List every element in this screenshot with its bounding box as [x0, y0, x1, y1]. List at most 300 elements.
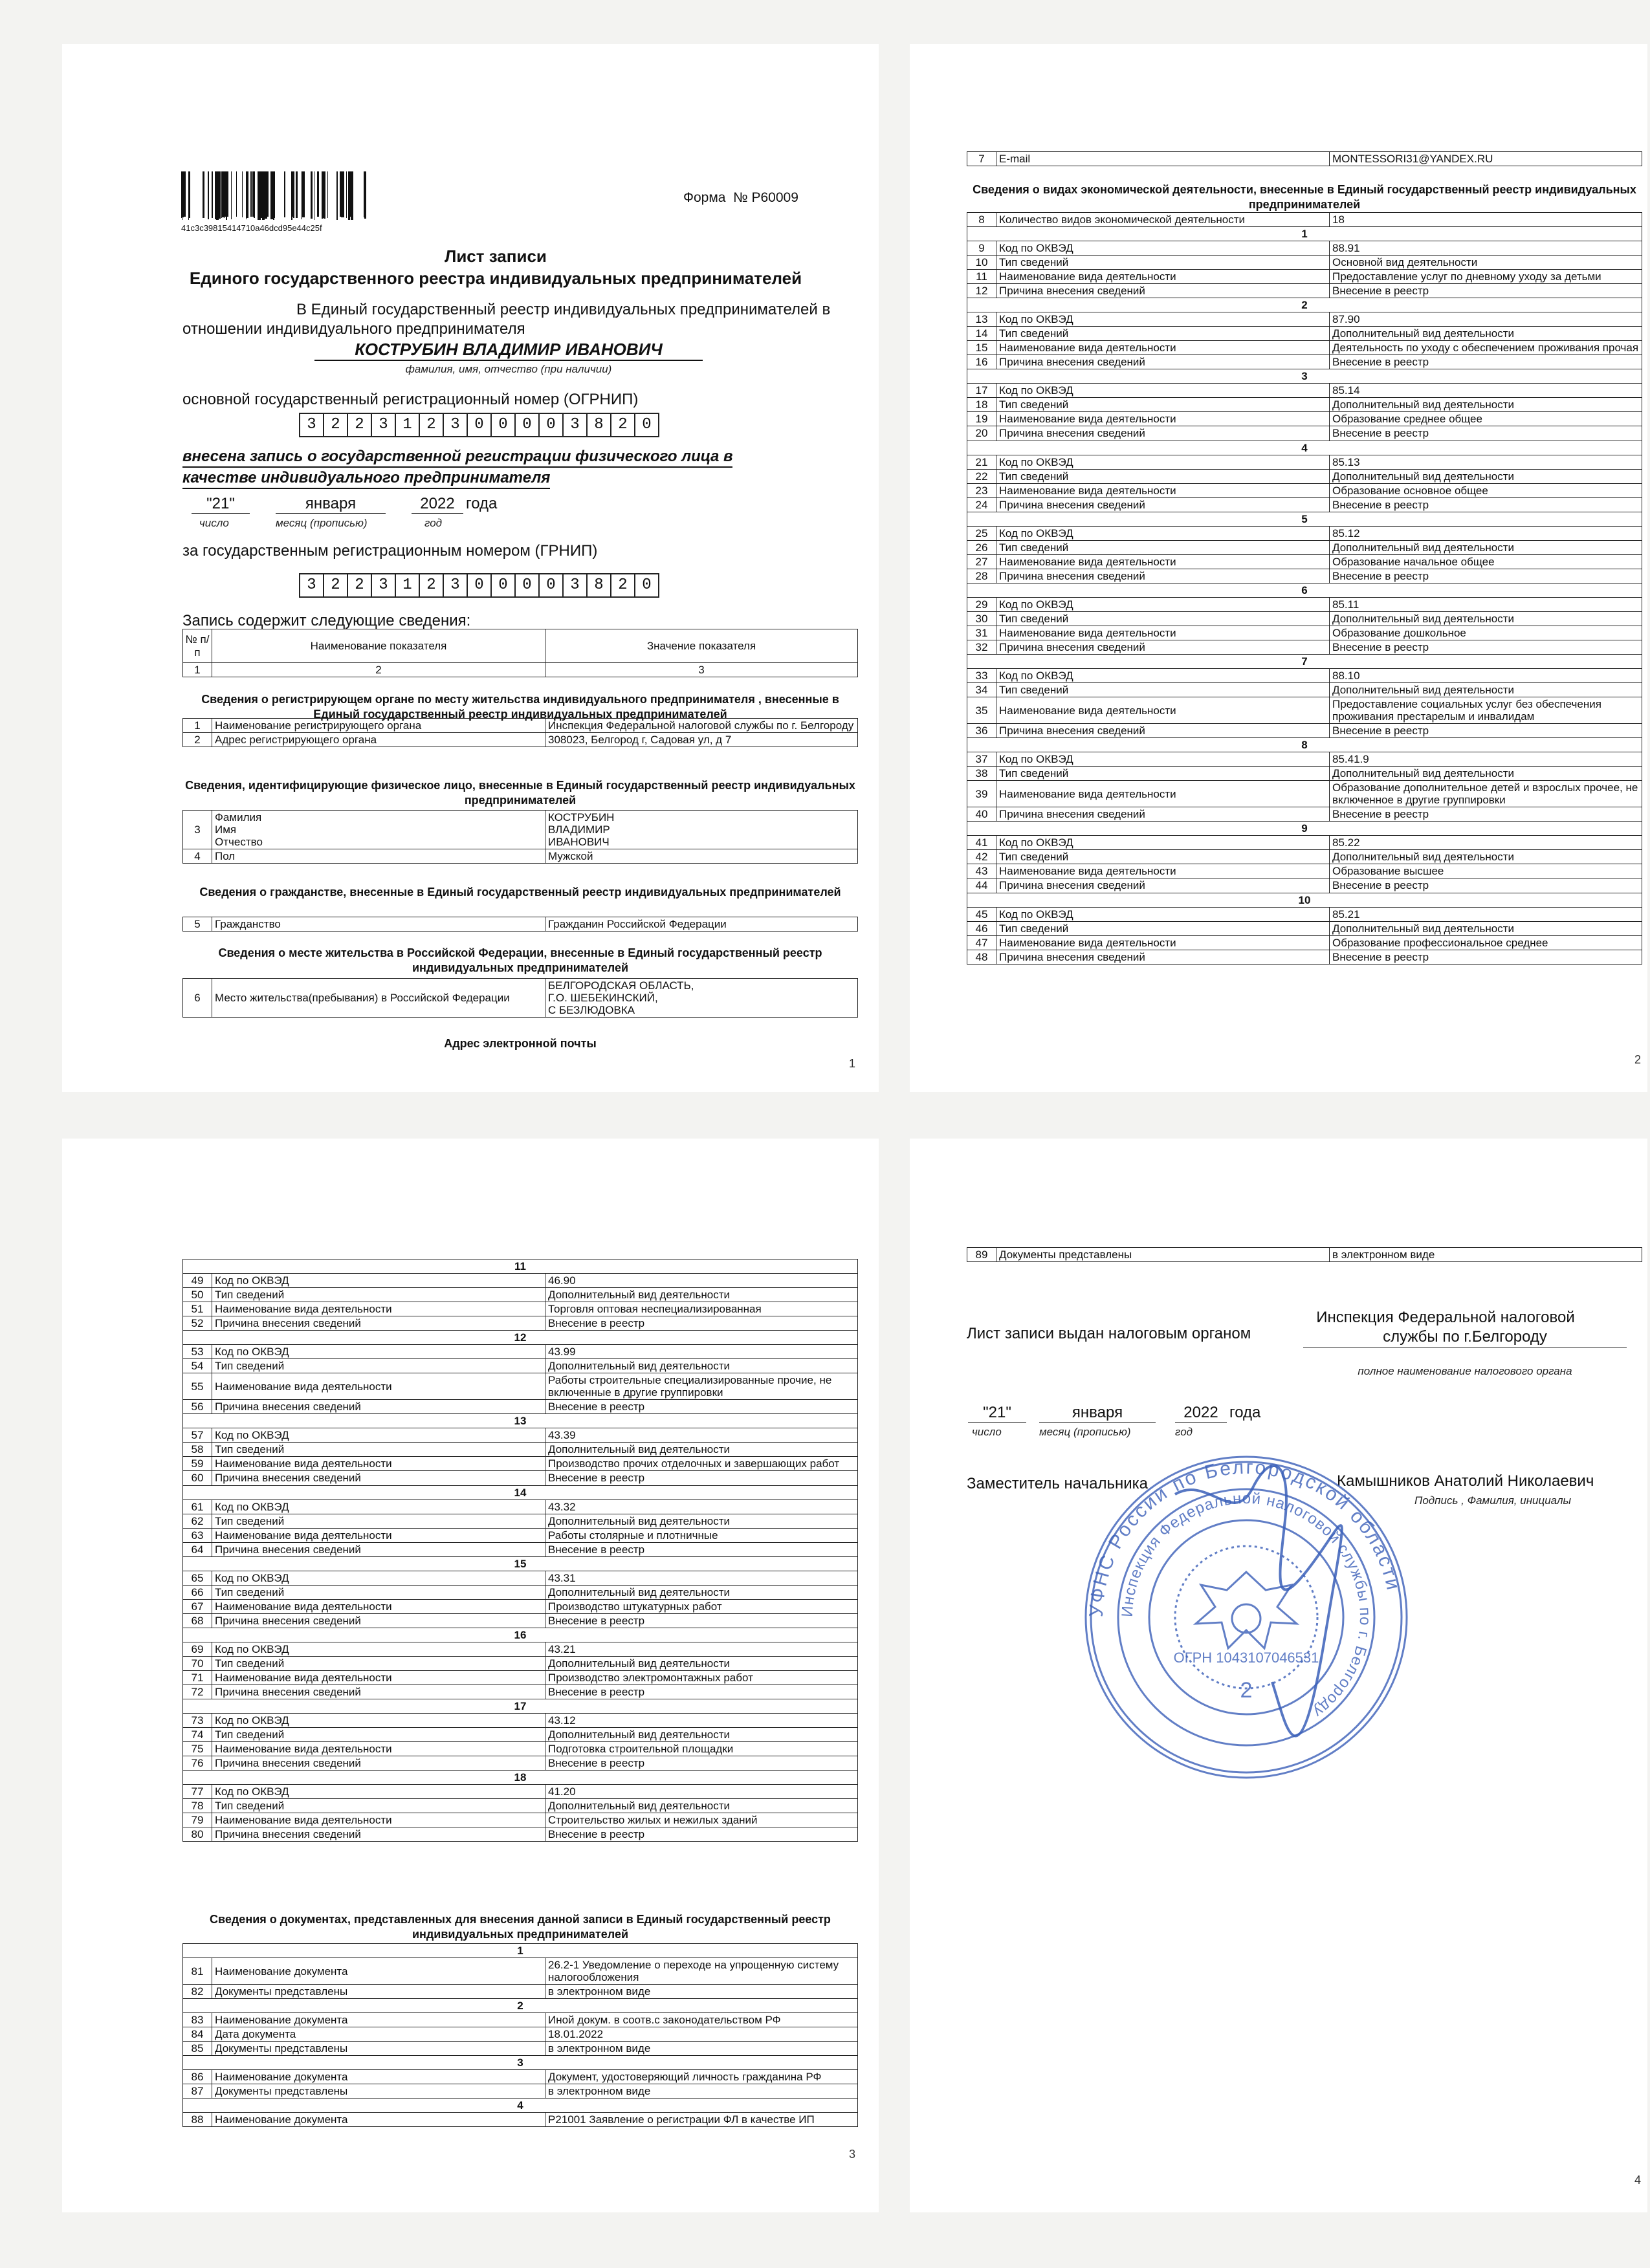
row-number: 37 — [967, 752, 996, 767]
table-row — [183, 1542, 858, 1556]
row-number: 25 — [967, 526, 996, 540]
row-number: 41 — [967, 836, 996, 850]
row-value: Работы столярные и плотничные — [545, 1528, 858, 1542]
row-label: Наименование вида деятельности — [996, 626, 1330, 640]
row-value: Дополнительный вид деятельности — [1330, 398, 1642, 412]
row-label: Тип сведений — [996, 256, 1330, 270]
row-number: 26 — [967, 540, 996, 554]
row-number: 30 — [967, 611, 996, 626]
row-number: 52 — [183, 1316, 212, 1331]
email-table — [967, 151, 1642, 166]
row-label: Причина внесения сведений — [212, 1316, 545, 1331]
row-label: Наименование документа — [212, 2113, 545, 2127]
row-number: 36 — [967, 724, 996, 738]
row-value: Внесение в реестр — [1330, 426, 1642, 441]
row-value: Внесение в реестр — [545, 1316, 858, 1331]
row-value: Внесение в реестр — [545, 1400, 858, 1414]
row-number: 38 — [967, 767, 996, 781]
row-value: Образование дошкольное — [1330, 626, 1642, 640]
citizenship-table: 5 Гражданство Гражданин Российской Федерации — [182, 917, 858, 932]
row-label: Наименование вида деятельности — [996, 270, 1330, 284]
table-row — [967, 683, 1642, 697]
row-value: Производство прочих отделочных и завершающих работ — [545, 1457, 858, 1471]
person-name: КОСТРУБИН ВЛАДИМИР ИВАНОВИЧ — [314, 340, 703, 361]
table-row — [183, 1785, 858, 1799]
row-number: 51 — [183, 1302, 212, 1316]
row-label: Наименование документа — [212, 1958, 545, 1985]
group-row: 6 — [967, 583, 1642, 597]
table-row — [967, 341, 1642, 355]
row-value: Дополнительный вид деятельности — [545, 1288, 858, 1302]
group-row: 1 — [183, 1944, 858, 1958]
digit-box: 3 — [444, 574, 468, 596]
row-value: Внесение в реестр — [545, 1827, 858, 1842]
row-value: Образование среднее общее — [1330, 412, 1642, 426]
signer-caption: Подпись , Фамилия, инициалы — [1414, 1494, 1572, 1507]
svg-text:ОГРН 1043107046531: ОГРН 1043107046531 — [1173, 1650, 1319, 1666]
row-number: 54 — [183, 1359, 212, 1373]
row-label: Наименование вида деятельности — [212, 1302, 545, 1316]
table-row — [967, 256, 1642, 270]
row-number: 64 — [183, 1542, 212, 1556]
row-number: 76 — [183, 1756, 212, 1771]
issuer-caption: полное наименование налогового органа — [1358, 1365, 1572, 1377]
row-number: 85 — [183, 2042, 212, 2056]
digit-box: 2 — [348, 414, 372, 436]
table-row — [183, 1457, 858, 1471]
row-value: Образование начальное общее — [1330, 554, 1642, 569]
table-row — [183, 2084, 858, 2099]
group-row: 14 — [183, 1485, 858, 1499]
row-value: Производство штукатурных работ — [545, 1599, 858, 1613]
row-number: 44 — [967, 878, 996, 893]
row-value: Дополнительный вид деятельности — [1330, 611, 1642, 626]
row-value: Образование профессиональное среднее — [1330, 935, 1642, 950]
row-label: Наименование документа — [212, 2070, 545, 2084]
table-row — [967, 384, 1642, 398]
row-number: 65 — [183, 1571, 212, 1585]
table-row — [967, 569, 1642, 583]
row-number: 88 — [183, 2113, 212, 2127]
ogrnip-number — [299, 413, 659, 437]
row-label: Адрес регистрирующего органа — [212, 733, 545, 747]
table-row — [183, 1585, 858, 1599]
row-value: Дополнительный вид деятельности — [1330, 683, 1642, 697]
table-row — [183, 1985, 858, 1999]
digit-box: 2 — [420, 574, 444, 596]
entry-statement: внесена запись о государственной регистрации физического лица в качестве индивидуального предпринимателя — [182, 446, 732, 489]
activities-table — [967, 212, 1642, 965]
row-number: 77 — [183, 1785, 212, 1799]
table-row — [967, 669, 1642, 683]
digit-box: 1 — [396, 414, 420, 436]
table-row — [967, 836, 1642, 850]
row-number: 73 — [183, 1714, 212, 1728]
table-row — [967, 611, 1642, 626]
group-row: 8 — [967, 738, 1642, 752]
row-number: 57 — [183, 1428, 212, 1443]
row-number: 40 — [967, 807, 996, 822]
row-value: Внесение в реестр — [1330, 878, 1642, 893]
group-row: 5 — [967, 512, 1642, 526]
grnip-number — [299, 573, 659, 598]
row-number: 20 — [967, 426, 996, 441]
row-value: Образование основное общее — [1330, 483, 1642, 497]
header-table: № п/п Наименование показателя Значение показателя 1 2 3 — [182, 629, 858, 677]
row-number: 9 — [967, 241, 996, 256]
row-value: 88.10 — [1330, 669, 1642, 683]
table-row — [967, 752, 1642, 767]
row-value: 43.39 — [545, 1428, 858, 1443]
row-value: Документ, удостоверяющий личность гражданина РФ — [545, 2070, 858, 2084]
table-row — [183, 1670, 858, 1685]
digit-box: 0 — [492, 414, 516, 436]
row-label: Тип сведений — [996, 921, 1330, 935]
row-label: Причина внесения сведений — [996, 878, 1330, 893]
row-label: Причина внесения сведений — [996, 497, 1330, 512]
row-value: Дополнительный вид деятельности — [545, 1443, 858, 1457]
table-row — [967, 950, 1642, 964]
row-number: 46 — [967, 921, 996, 935]
digit-box: 0 — [468, 414, 492, 436]
row-label: Наименование вида деятельности — [996, 697, 1330, 724]
documents-table-continued — [967, 1247, 1642, 1262]
table-row — [183, 1345, 858, 1359]
row-number: 59 — [183, 1457, 212, 1471]
row-value: Торговля оптовая неспециализированная — [545, 1302, 858, 1316]
table-row — [183, 1302, 858, 1316]
section-documents: Сведения о документах, представленных для внесения данной записи в Единый государственный реестр индивидуальных предпринимателей — [210, 1913, 831, 1941]
row-value: 18.01.2022 — [545, 2027, 858, 2042]
row-value: 308023, Белгород г, Садовая ул, д 7 — [545, 733, 858, 747]
row-number: 12 — [967, 284, 996, 298]
row-number: 58 — [183, 1443, 212, 1457]
row-label: Код по ОКВЭД — [212, 1785, 545, 1799]
row-value: 88.91 — [1330, 241, 1642, 256]
table-row — [183, 1799, 858, 1813]
email-row: 7 E-mail MONTESSORI31@YANDEX.RU — [967, 152, 1642, 166]
row-label: Код по ОКВЭД — [212, 1274, 545, 1288]
row-label: Наименование вида деятельности — [212, 1528, 545, 1542]
row-label: Тип сведений — [212, 1585, 545, 1599]
group-row: 2 — [183, 1999, 858, 2013]
table-row — [967, 398, 1642, 412]
row-value: 26.2-1 Уведомление о переходе на упрощенную систему налогообложения — [545, 1958, 858, 1985]
row-number: 81 — [183, 1958, 212, 1985]
row-label: Код по ОКВЭД — [212, 1345, 545, 1359]
digit-box: 8 — [588, 574, 611, 596]
row-label: Тип сведений — [996, 767, 1330, 781]
row-value: Дополнительный вид деятельности — [1330, 540, 1642, 554]
registration-date: "21" января 2022 года число месяц (прописью) год — [192, 495, 554, 534]
row-label: Код по ОКВЭД — [996, 752, 1330, 767]
row-label: Тип сведений — [996, 327, 1330, 341]
row-label: Причина внесения сведений — [212, 1471, 545, 1485]
row-value: Подготовка строительной площадки — [545, 1742, 858, 1756]
row-number: 18 — [967, 398, 996, 412]
table-row — [183, 2070, 858, 2084]
row-label: Код по ОКВЭД — [996, 384, 1330, 398]
table-row — [967, 327, 1642, 341]
table-row — [183, 1599, 858, 1613]
table-row — [183, 1756, 858, 1771]
row-label: Код по ОКВЭД — [996, 526, 1330, 540]
table-row — [183, 1514, 858, 1528]
table-row — [183, 733, 858, 747]
table-row — [967, 455, 1642, 469]
row-value: 85.12 — [1330, 526, 1642, 540]
row-number: 79 — [183, 1813, 212, 1827]
row-label: Причина внесения сведений — [212, 1613, 545, 1628]
row-value: Предоставление услуг по дневному уходу за детьми — [1330, 270, 1642, 284]
row-value: 85.14 — [1330, 384, 1642, 398]
table-row — [967, 540, 1642, 554]
row-value: Внесение в реестр — [545, 1685, 858, 1699]
group-row: 18 — [183, 1771, 858, 1785]
digit-box: 0 — [492, 574, 516, 596]
table-row — [183, 1642, 858, 1656]
digit-box: 0 — [642, 576, 652, 594]
row-label: Тип сведений — [212, 1728, 545, 1742]
row-number: 32 — [967, 640, 996, 654]
row-number: 66 — [183, 1585, 212, 1599]
row-value: 43.21 — [545, 1642, 858, 1656]
row-value: Внесение в реестр — [1330, 355, 1642, 369]
table-row — [183, 1528, 858, 1542]
table-row — [967, 781, 1642, 807]
section-activities: Сведения о видах экономической деятельности, внесенные в Единый государственный реестр индивидуальных предпринимателей — [973, 183, 1636, 211]
row-label: Причина внесения сведений — [996, 355, 1330, 369]
activities-table-continued — [182, 1259, 858, 1842]
row-value: Внесение в реестр — [1330, 724, 1642, 738]
row-value: Деятельность по уходу с обеспечением проживания прочая — [1330, 341, 1642, 355]
row-value: в электронном виде — [545, 1985, 858, 1999]
row-number: 53 — [183, 1345, 212, 1359]
digit-box: 0 — [540, 574, 564, 596]
page-1 — [62, 44, 879, 1092]
row-number: 72 — [183, 1685, 212, 1699]
table-row — [183, 2042, 858, 2056]
table-row — [967, 767, 1642, 781]
table-row — [183, 2013, 858, 2027]
row-number: 47 — [967, 935, 996, 950]
row-label: Тип сведений — [996, 850, 1330, 864]
row-number: 13 — [967, 312, 996, 327]
row-label: Код по ОКВЭД — [212, 1499, 545, 1514]
table-row — [967, 241, 1642, 256]
table-row — [183, 1400, 858, 1414]
table-row: 89 Документы представлены в электронном виде — [967, 1248, 1642, 1262]
row-value: Дополнительный вид деятельности — [545, 1359, 858, 1373]
row-number: 27 — [967, 554, 996, 569]
svg-text:Инспекция Федеральной налогово: Инспекция Федеральной налоговой службы по г. Белгороду — [1118, 1489, 1374, 1721]
row-label: Причина внесения сведений — [996, 569, 1330, 583]
table-row — [183, 1728, 858, 1742]
official-stamp — [1078, 1449, 1414, 1785]
table-row — [967, 864, 1642, 878]
row-number: 61 — [183, 1499, 212, 1514]
row-label: Наименование вида деятельности — [212, 1373, 545, 1400]
row-number: 68 — [183, 1613, 212, 1628]
row-label: Код по ОКВЭД — [996, 907, 1330, 921]
page-number: 4 — [1634, 2174, 1642, 2186]
group-row: 7 — [967, 654, 1642, 668]
row-value: Внесение в реестр — [1330, 807, 1642, 822]
row-number: 45 — [967, 907, 996, 921]
digit-box: 2 — [324, 414, 348, 436]
row-label: Причина внесения сведений — [212, 1685, 545, 1699]
table-row — [183, 1813, 858, 1827]
digit-box: 3 — [564, 574, 588, 596]
row-number: 34 — [967, 683, 996, 697]
row-label: Тип сведений — [212, 1799, 545, 1813]
row-label: Код по ОКВЭД — [212, 1714, 545, 1728]
position-label: Заместитель начальника — [967, 1475, 1149, 1492]
row-label: Причина внесения сведений — [996, 640, 1330, 654]
row-number: 87 — [183, 2084, 212, 2099]
table-row — [183, 1714, 858, 1728]
row-value: в электронном виде — [545, 2042, 858, 2056]
row-label: Тип сведений — [212, 1359, 545, 1373]
row-number: 24 — [967, 497, 996, 512]
group-row: 4 — [183, 2099, 858, 2113]
row-value: Внесение в реестр — [545, 1756, 858, 1771]
row-value: 43.99 — [545, 1345, 858, 1359]
row-number: 83 — [183, 2013, 212, 2027]
row-label: Наименование вида деятельности — [996, 341, 1330, 355]
row-number: 35 — [967, 697, 996, 724]
table-row — [183, 1571, 858, 1585]
digit-box: 0 — [516, 414, 540, 436]
row-label: Наименование вида деятельности — [996, 864, 1330, 878]
row-number: 17 — [967, 384, 996, 398]
digit-box: 8 — [588, 414, 611, 436]
row-value: Внесение в реестр — [545, 1542, 858, 1556]
table-row — [183, 1685, 858, 1699]
group-row: 3 — [183, 2056, 858, 2070]
svg-text:УФНС России по Белгородской об: УФНС России по Белгородской области — [1085, 1456, 1405, 1618]
row-value: Дополнительный вид деятельности — [545, 1656, 858, 1670]
residence-table: 6 Место жительства(пребывания) в Российской Федерации БЕЛГОРОДСКАЯ ОБЛАСТЬ, Г.О. ШЕБЕКИНСКИЙ, С БЕЗЛЮДОВКА — [182, 978, 858, 1018]
row-number: 11 — [967, 270, 996, 284]
activity-count-row: 8 Количество видов экономической деятельности 18 — [967, 213, 1642, 227]
row-value: Дополнительный вид деятельности — [545, 1799, 858, 1813]
group-row: 12 — [183, 1331, 858, 1345]
table-row — [967, 850, 1642, 864]
digit-box: 3 — [372, 414, 396, 436]
row-number: 63 — [183, 1528, 212, 1542]
row-number: 10 — [967, 256, 996, 270]
table-row — [183, 1656, 858, 1670]
digit-box: 0 — [516, 574, 540, 596]
group-row: 2 — [967, 298, 1642, 312]
table-row — [967, 312, 1642, 327]
table-row — [183, 1742, 858, 1756]
row-number: 2 — [183, 733, 212, 747]
row-value: Предоставление социальных услуг без обеспечения проживания престарелым и инвалидам — [1330, 697, 1642, 724]
row-label: Наименование вида деятельности — [996, 935, 1330, 950]
row-label: Причина внесения сведений — [996, 426, 1330, 441]
digit-box: 2 — [611, 574, 635, 596]
row-label: Тип сведений — [212, 1288, 545, 1302]
page-4 — [910, 1139, 1647, 2212]
row-value: Иной докум. в соотв.с законодательством РФ — [545, 2013, 858, 2027]
row-label: Наименование вида деятельности — [212, 1670, 545, 1685]
table-row — [967, 554, 1642, 569]
group-row: 1 — [967, 227, 1642, 241]
row-value: Внесение в реестр — [545, 1613, 858, 1628]
row-number: 42 — [967, 850, 996, 864]
section-citizenship: Сведения о гражданстве, внесенные в Единый государственный реестр индивидуальных предпринимателей — [199, 886, 841, 899]
row-label: Причина внесения сведений — [212, 1756, 545, 1771]
row-label: Тип сведений — [212, 1443, 545, 1457]
table-row — [183, 1428, 858, 1443]
section-identity: Сведения, идентифицирующие физическое лицо, внесенные в Единый государственный реестр индивидуальных предпринимателей — [185, 779, 855, 807]
row-label: Наименование вида деятельности — [996, 554, 1330, 569]
row-label: Наименование вида деятельности — [212, 1457, 545, 1471]
page-number: 1 — [849, 1057, 856, 1070]
row-label: Код по ОКВЭД — [996, 597, 1330, 611]
row-label: Наименование вида деятельности — [212, 1742, 545, 1756]
section-residence: Сведения о месте жительства в Российской Федерации, внесенные в Единый государственный реестр индивидуальных предпринимателей — [218, 946, 822, 974]
row-value: Дополнительный вид деятельности — [1330, 767, 1642, 781]
row-value: 43.32 — [545, 1499, 858, 1514]
group-row: 4 — [967, 441, 1642, 455]
group-row: 11 — [183, 1259, 858, 1274]
row-value: Дополнительный вид деятельности — [1330, 469, 1642, 483]
table-row — [967, 724, 1642, 738]
table-row — [967, 907, 1642, 921]
row-value: Внесение в реестр — [1330, 569, 1642, 583]
row-value: 85.22 — [1330, 836, 1642, 850]
row-number: 86 — [183, 2070, 212, 2084]
row-label: Причина внесения сведений — [996, 950, 1330, 964]
row-label: Документы представлены — [212, 1985, 545, 1999]
row-number: 23 — [967, 483, 996, 497]
row-label: Причина внесения сведений — [996, 724, 1330, 738]
digit-box: 2 — [348, 574, 372, 596]
row-label: Тип сведений — [996, 683, 1330, 697]
row-value: Дополнительный вид деятельности — [545, 1728, 858, 1742]
row-label: Причина внесения сведений — [212, 1827, 545, 1842]
table-row — [967, 426, 1642, 441]
table-row — [967, 483, 1642, 497]
row-label: Код по ОКВЭД — [212, 1642, 545, 1656]
row-number: 33 — [967, 669, 996, 683]
row-label: Код по ОКВЭД — [996, 669, 1330, 683]
group-row: 9 — [967, 822, 1642, 836]
digit-box: 0 — [540, 414, 564, 436]
table-row — [183, 1443, 858, 1457]
grnip-label: за государственным регистрационным номером (ГРНИП) — [182, 542, 598, 560]
row-label: Причина внесения сведений — [212, 1400, 545, 1414]
row-label: Наименование вида деятельности — [996, 483, 1330, 497]
table-row — [967, 469, 1642, 483]
row-label: Тип сведений — [996, 469, 1330, 483]
row-value: Производство электромонтажных работ — [545, 1670, 858, 1685]
group-row: 10 — [967, 893, 1642, 907]
row-value: Образование высшее — [1330, 864, 1642, 878]
contains-label: Запись содержит следующие сведения: — [182, 612, 471, 629]
row-value: Дополнительный вид деятельности — [1330, 327, 1642, 341]
row-label: Наименование вида деятельности — [996, 781, 1330, 807]
barcode-text: 41c3c39815414710a46dcd95e44c25f — [181, 223, 322, 233]
row-label: Код по ОКВЭД — [996, 455, 1330, 469]
row-label: Код по ОКВЭД — [996, 312, 1330, 327]
row-value: 85.41.9 — [1330, 752, 1642, 767]
row-value: 85.21 — [1330, 907, 1642, 921]
row-value: Образование дополнительное детей и взрослых прочее, не включенное в другие группировки — [1330, 781, 1642, 807]
